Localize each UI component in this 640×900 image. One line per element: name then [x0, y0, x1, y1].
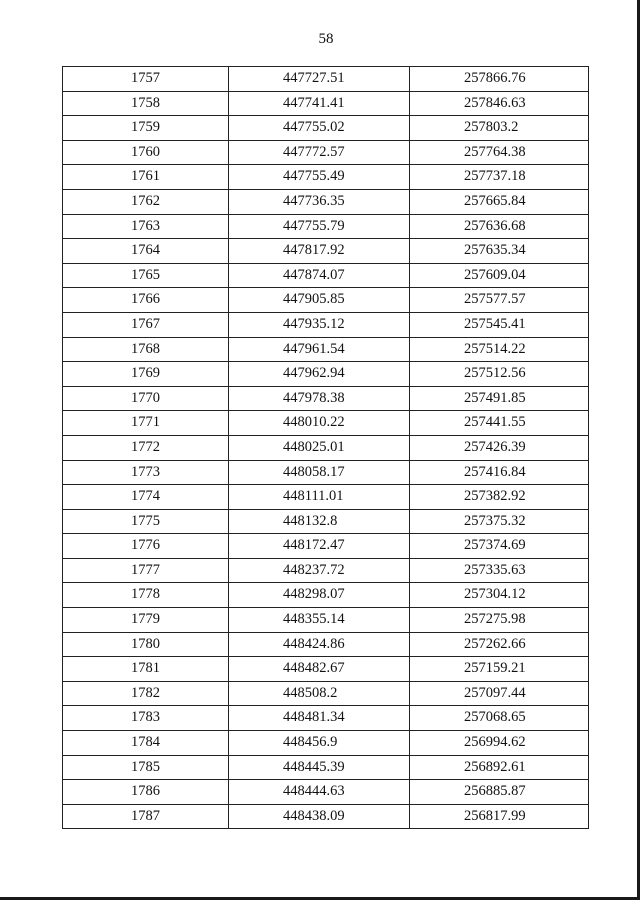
table-row	[63, 386, 589, 411]
y-coordinate-cell: 256817.99	[410, 804, 589, 829]
x-coordinate-cell: 448237.72	[229, 558, 410, 583]
point-number-cell: 1782	[63, 681, 229, 706]
x-coordinate-cell: 447978.38	[229, 386, 410, 411]
point-number-cell: 1774	[63, 485, 229, 510]
table-row	[63, 509, 589, 534]
point-number-cell: 1768	[63, 337, 229, 362]
table-row	[63, 165, 589, 190]
table-row	[63, 116, 589, 141]
point-number-cell: 1769	[63, 362, 229, 387]
table-row	[63, 681, 589, 706]
point-number-cell: 1761	[63, 165, 229, 190]
table-row	[63, 67, 589, 92]
x-coordinate-cell: 447962.94	[229, 362, 410, 387]
table-row	[63, 583, 589, 608]
x-coordinate-cell: 447817.92	[229, 239, 410, 264]
y-coordinate-cell: 257275.98	[410, 608, 589, 633]
x-coordinate-cell: 447961.54	[229, 337, 410, 362]
point-number-cell: 1776	[63, 534, 229, 559]
y-coordinate-cell: 257512.56	[410, 362, 589, 387]
x-coordinate-cell: 448456.9	[229, 731, 410, 756]
x-coordinate-cell: 447736.35	[229, 189, 410, 214]
coordinates-table	[62, 66, 589, 829]
table-row	[63, 214, 589, 239]
y-coordinate-cell: 257514.22	[410, 337, 589, 362]
table-row	[63, 706, 589, 731]
x-coordinate-cell: 448445.39	[229, 755, 410, 780]
x-coordinate-cell: 448508.2	[229, 681, 410, 706]
point-number-cell: 1765	[63, 263, 229, 288]
y-coordinate-cell: 257609.04	[410, 263, 589, 288]
y-coordinate-cell: 257375.32	[410, 509, 589, 534]
table-row	[63, 337, 589, 362]
y-coordinate-cell: 257846.63	[410, 91, 589, 116]
point-number-cell: 1771	[63, 411, 229, 436]
y-coordinate-cell: 257304.12	[410, 583, 589, 608]
point-number-cell: 1787	[63, 804, 229, 829]
table-row	[63, 263, 589, 288]
point-number-cell: 1773	[63, 460, 229, 485]
y-coordinate-cell: 257382.92	[410, 485, 589, 510]
point-number-cell: 1759	[63, 116, 229, 141]
point-number-cell: 1762	[63, 189, 229, 214]
table-row	[63, 91, 589, 116]
y-coordinate-cell: 257374.69	[410, 534, 589, 559]
table-row	[63, 411, 589, 436]
table-row	[63, 460, 589, 485]
x-coordinate-cell: 448482.67	[229, 657, 410, 682]
x-coordinate-cell: 447874.07	[229, 263, 410, 288]
x-coordinate-cell: 447772.57	[229, 140, 410, 165]
table-row	[63, 534, 589, 559]
x-coordinate-cell: 447755.02	[229, 116, 410, 141]
x-coordinate-cell: 447727.51	[229, 67, 410, 92]
x-coordinate-cell: 448481.34	[229, 706, 410, 731]
y-coordinate-cell: 257764.38	[410, 140, 589, 165]
x-coordinate-cell: 448010.22	[229, 411, 410, 436]
x-coordinate-cell: 448172.47	[229, 534, 410, 559]
point-number-cell: 1784	[63, 731, 229, 756]
point-number-cell: 1763	[63, 214, 229, 239]
point-number-cell: 1766	[63, 288, 229, 313]
table-row	[63, 362, 589, 387]
coordinates-table-body	[63, 67, 589, 829]
table-row	[63, 657, 589, 682]
point-number-cell: 1779	[63, 608, 229, 633]
table-row	[63, 558, 589, 583]
y-coordinate-cell: 257636.68	[410, 214, 589, 239]
point-number-cell: 1770	[63, 386, 229, 411]
y-coordinate-cell: 257491.85	[410, 386, 589, 411]
y-coordinate-cell: 257262.66	[410, 632, 589, 657]
y-coordinate-cell: 257866.76	[410, 67, 589, 92]
x-coordinate-cell: 448298.07	[229, 583, 410, 608]
point-number-cell: 1767	[63, 312, 229, 337]
table-row	[63, 288, 589, 313]
y-coordinate-cell: 257545.41	[410, 312, 589, 337]
x-coordinate-cell: 447935.12	[229, 312, 410, 337]
point-number-cell: 1760	[63, 140, 229, 165]
x-coordinate-cell: 448355.14	[229, 608, 410, 633]
x-coordinate-cell: 447755.49	[229, 165, 410, 190]
x-coordinate-cell: 448132.8	[229, 509, 410, 534]
table-row	[63, 189, 589, 214]
x-coordinate-cell: 448025.01	[229, 435, 410, 460]
table-row	[63, 755, 589, 780]
page-number: 58	[318, 31, 334, 47]
y-coordinate-cell: 257426.39	[410, 435, 589, 460]
y-coordinate-cell: 257577.57	[410, 288, 589, 313]
y-coordinate-cell: 256892.61	[410, 755, 589, 780]
y-coordinate-cell: 256994.62	[410, 731, 589, 756]
point-number-cell: 1757	[63, 67, 229, 92]
table-row	[63, 632, 589, 657]
point-number-cell: 1772	[63, 435, 229, 460]
y-coordinate-cell: 257441.55	[410, 411, 589, 436]
y-coordinate-cell: 257416.84	[410, 460, 589, 485]
x-coordinate-cell: 448438.09	[229, 804, 410, 829]
x-coordinate-cell: 448444.63	[229, 780, 410, 805]
y-coordinate-cell: 256885.87	[410, 780, 589, 805]
point-number-cell: 1775	[63, 509, 229, 534]
y-coordinate-cell: 257335.63	[410, 558, 589, 583]
y-coordinate-cell: 257068.65	[410, 706, 589, 731]
x-coordinate-cell: 448058.17	[229, 460, 410, 485]
table-row	[63, 239, 589, 264]
table-row	[63, 608, 589, 633]
table-row	[63, 804, 589, 829]
y-coordinate-cell: 257159.21	[410, 657, 589, 682]
point-number-cell: 1786	[63, 780, 229, 805]
y-coordinate-cell: 257635.34	[410, 239, 589, 264]
point-number-cell: 1783	[63, 706, 229, 731]
table-row	[63, 485, 589, 510]
point-number-cell: 1777	[63, 558, 229, 583]
y-coordinate-cell: 257803.2	[410, 116, 589, 141]
x-coordinate-cell: 448111.01	[229, 485, 410, 510]
y-coordinate-cell: 257737.18	[410, 165, 589, 190]
table-row	[63, 435, 589, 460]
x-coordinate-cell: 447905.85	[229, 288, 410, 313]
x-coordinate-cell: 447741.41	[229, 91, 410, 116]
table-row	[63, 312, 589, 337]
y-coordinate-cell: 257665.84	[410, 189, 589, 214]
y-coordinate-cell: 257097.44	[410, 681, 589, 706]
point-number-cell: 1785	[63, 755, 229, 780]
point-number-cell: 1764	[63, 239, 229, 264]
table-row	[63, 780, 589, 805]
point-number-cell: 1781	[63, 657, 229, 682]
x-coordinate-cell: 447755.79	[229, 214, 410, 239]
x-coordinate-cell: 448424.86	[229, 632, 410, 657]
point-number-cell: 1758	[63, 91, 229, 116]
table-row	[63, 731, 589, 756]
point-number-cell: 1778	[63, 583, 229, 608]
table-row	[63, 140, 589, 165]
point-number-cell: 1780	[63, 632, 229, 657]
